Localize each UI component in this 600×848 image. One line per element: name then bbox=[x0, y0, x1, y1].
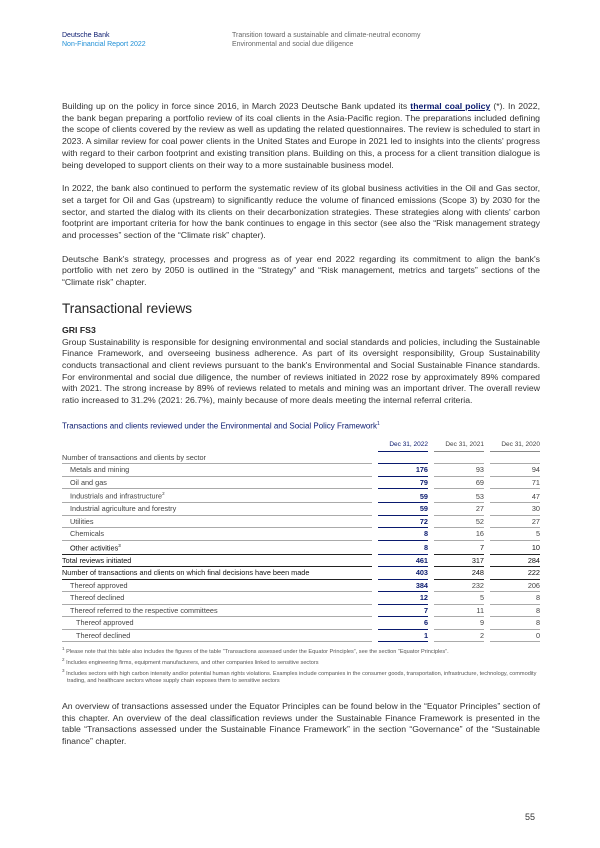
row-label bbox=[62, 567, 372, 580]
row-label bbox=[62, 630, 372, 643]
cell-value bbox=[490, 452, 540, 465]
label-text: Total reviews initiated bbox=[62, 555, 132, 565]
row-label bbox=[62, 555, 372, 568]
cell-value: 52 bbox=[434, 516, 484, 529]
cell-value: 59 bbox=[378, 489, 428, 503]
footnote bbox=[62, 645, 540, 656]
subsection-name: Environmental and social due diligence bbox=[232, 41, 354, 48]
footnote bbox=[62, 656, 540, 667]
label-text: Industrials and infrastructure bbox=[70, 491, 163, 501]
row-label bbox=[62, 452, 372, 465]
cell-value: 0 bbox=[490, 630, 540, 643]
cell-value: 384 bbox=[378, 580, 428, 593]
cell-value: 10 bbox=[490, 541, 540, 555]
cell-value: 79 bbox=[378, 477, 428, 490]
cell-value bbox=[378, 452, 428, 465]
cell-value: 206 bbox=[490, 580, 540, 593]
cell-value: 5 bbox=[490, 528, 540, 541]
column-header: Dec 31, 2022 bbox=[378, 439, 428, 452]
header-right bbox=[232, 31, 420, 49]
cell-value: 8 bbox=[490, 617, 540, 630]
table-header-row bbox=[62, 439, 540, 452]
footnote-number: 2 bbox=[62, 657, 65, 663]
cell-value: 69 bbox=[434, 477, 484, 490]
table-title bbox=[62, 419, 540, 432]
row-label bbox=[62, 592, 372, 605]
table-row bbox=[62, 464, 540, 477]
table-row bbox=[62, 489, 540, 503]
body-content bbox=[62, 101, 540, 760]
section-name: Transition toward a sustainable and climate-neutral economy bbox=[232, 32, 421, 39]
column-header: Dec 31, 2020 bbox=[490, 439, 540, 452]
paragraph-coal-policy bbox=[62, 101, 540, 171]
cell-value: 71 bbox=[490, 477, 540, 490]
cell-value: 94 bbox=[490, 464, 540, 477]
cell-value: 47 bbox=[490, 489, 540, 503]
label-text: Thereof approved bbox=[70, 580, 128, 590]
table-row bbox=[62, 617, 540, 630]
table-row bbox=[62, 630, 540, 643]
cell-value: 222 bbox=[490, 567, 540, 580]
table-row bbox=[62, 503, 540, 516]
label-text: Thereof approved bbox=[76, 618, 134, 628]
row-label bbox=[62, 503, 372, 516]
org-name: Deutsche Bank bbox=[62, 32, 110, 39]
cell-value: 16 bbox=[434, 528, 484, 541]
table-row bbox=[62, 477, 540, 490]
cell-value: 12 bbox=[378, 592, 428, 605]
cell-value: 1 bbox=[378, 630, 428, 643]
table-row bbox=[62, 567, 540, 580]
row-label bbox=[62, 477, 372, 490]
cell-value bbox=[434, 452, 484, 465]
table-row bbox=[62, 541, 540, 555]
cell-value: 11 bbox=[434, 605, 484, 618]
footnote-text: Please note that this table also includes the figures of the table “Transactions assessed under the Equator Principles”, see the section “Equator Principles”. bbox=[66, 649, 449, 656]
table-row bbox=[62, 555, 540, 568]
label-text: Industrial agriculture and forestry bbox=[70, 504, 177, 514]
label-text: Thereof declined bbox=[70, 593, 125, 603]
footnote-number: 1 bbox=[62, 646, 65, 652]
gri-label: GRI FS3 bbox=[62, 324, 96, 335]
label-text: Metals and mining bbox=[70, 465, 130, 475]
text: Building up on the policy in force since 2016, in March 2023 Deutsche Bank updated its bbox=[62, 101, 411, 111]
cell-value: 7 bbox=[378, 605, 428, 618]
cell-value: 6 bbox=[378, 617, 428, 630]
table-row bbox=[62, 592, 540, 605]
title-text: Transactions and clients reviewed under the Environmental and Social Policy Framework bbox=[62, 421, 377, 431]
cell-value: 2 bbox=[434, 630, 484, 643]
label-text: Chemicals bbox=[70, 529, 105, 539]
cell-value: 8 bbox=[490, 605, 540, 618]
label-text: Thereof referred to the respective committees bbox=[70, 605, 218, 615]
row-label bbox=[62, 489, 372, 503]
report-name: Non-Financial Report 2022 bbox=[62, 41, 146, 48]
section-heading: Transactional reviews bbox=[62, 300, 193, 316]
row-label bbox=[62, 464, 372, 477]
cell-value: 248 bbox=[434, 567, 484, 580]
page-number: 55 bbox=[525, 812, 536, 822]
cell-value: 53 bbox=[434, 489, 484, 503]
footnote bbox=[62, 667, 540, 685]
text: (*). In 2022, the bank began preparing a portfolio review of its coal clients in the Asia-Pacific region. The preparations included defining the scope of clients covered by the review as well as updating the related questionnaires. The review is scheduled to start in 2023. A similar review for coal power clients in the United States and Europe in 2021 led to insights into the clients' progress with regard to their carbon footprint and existing transition plans. Building on this, a process for a client transition dialogue is being developed to support clients on their way to a more sustainable business model. bbox=[62, 101, 541, 170]
cell-value: 59 bbox=[378, 503, 428, 516]
row-label bbox=[62, 541, 372, 555]
footnote-ref: 2 bbox=[162, 491, 165, 497]
row-label bbox=[62, 617, 372, 630]
table-row bbox=[62, 605, 540, 618]
cell-value: 5 bbox=[434, 592, 484, 605]
cell-value: 317 bbox=[434, 555, 484, 568]
cell-value: 284 bbox=[490, 555, 540, 568]
footnote-ref: 1 bbox=[376, 420, 380, 427]
cell-value: 93 bbox=[434, 464, 484, 477]
table-row bbox=[62, 452, 540, 465]
footnote-text: Includes engineering firms, equipment manufacturers, and other companies linked to sensitive sectors bbox=[66, 659, 319, 666]
paragraph-oil-gas: In 2022, the bank also continued to perform the systematic review of its global business activities in the Oil and Gas sector, set a target for Oil and Gas (upstream) to significantly reduce the volume of financed emissions (Scope 3) by 2030 for the sector, and started the dialog with its clients on their decarbonization strategies. These strategies along with clients' carbon footprint are important criteria for how the bank continues to engage in this sector (see also the “Risk management strategy and processes” section of the “Climate risk” chapter). bbox=[62, 183, 540, 241]
footnote-number: 3 bbox=[62, 667, 65, 673]
cell-value: 461 bbox=[378, 555, 428, 568]
label-text: Other activities bbox=[70, 543, 119, 553]
footnote-ref: 3 bbox=[118, 542, 121, 548]
footnotes bbox=[62, 645, 540, 685]
paragraph-group-sustainability: Group Sustainability is responsible for designing environmental and social standards and policies, including the Sustainable Finance Framework, and overseeing business adherence. As part of its oversight responsibility, Group Sustainability conducts transactional and client reviews pursuant to the bank's Environmental and Social Sustainable Finance standards. For environmental and social due diligence, the number of reviews initiated in 2022 rose by approximately 89% compared with 2021. The strong increase by 89% of reviews related to metals and mining was an important driver. The overall review ratio increased to 31.2% (2021: 26.7%), mainly because of more deals meeting the internal referral criteria. bbox=[62, 336, 540, 406]
label-text: Utilities bbox=[70, 516, 94, 526]
paragraph-overview: An overview of transactions assessed under the Equator Principles can be found below in the “Equator Principles” section of this chapter. An overview of the deal classification reviews under the Sustainable Finance Framework is presented in the table “Transactions assessed under the Sustainable Finance Framework” in the section “Governance” of the “Sustainable finance” chapter. bbox=[62, 700, 540, 746]
reviews-table bbox=[56, 439, 546, 642]
cell-value: 8 bbox=[378, 541, 428, 555]
table-row bbox=[62, 528, 540, 541]
table-row bbox=[62, 516, 540, 529]
paragraph-strategy: Deutsche Bank's strategy, processes and progress as of year end 2022 regarding its commitment to align the bank's portfolio with net zero by 2050 is outlined in the “Strategy” and “Risk management, metrics and targets” sections of the “Climate risk” chapter. bbox=[62, 253, 540, 288]
cell-value: 27 bbox=[434, 503, 484, 516]
cell-value: 9 bbox=[434, 617, 484, 630]
row-label bbox=[62, 516, 372, 529]
cell-value: 8 bbox=[378, 528, 428, 541]
cell-value: 30 bbox=[490, 503, 540, 516]
row-label bbox=[62, 605, 372, 618]
cell-value: 7 bbox=[434, 541, 484, 555]
table-row bbox=[62, 580, 540, 593]
row-label bbox=[62, 528, 372, 541]
label-text: Oil and gas bbox=[70, 477, 107, 487]
label-text: Number of transactions and clients on which final decisions have been made bbox=[62, 568, 310, 578]
cell-value: 232 bbox=[434, 580, 484, 593]
row-label bbox=[62, 580, 372, 593]
label-text: Thereof declined bbox=[76, 630, 131, 640]
cell-value: 403 bbox=[378, 567, 428, 580]
label-text: Number of transactions and clients by sector bbox=[62, 452, 206, 462]
cell-value: 72 bbox=[378, 516, 428, 529]
cell-value: 176 bbox=[378, 464, 428, 477]
cell-value: 8 bbox=[490, 592, 540, 605]
column-header: Dec 31, 2021 bbox=[434, 439, 484, 452]
thermal-coal-policy-link[interactable]: thermal coal policy bbox=[410, 101, 491, 111]
header-left bbox=[62, 31, 146, 49]
footnote-text: Includes sectors with high carbon intensity and/or potential human rights violations. Examples include companies in the consumer goods, transportation, infrastructure, technology, commodity trading, and healthcare sectors whose supply chain exposes them to sensitive sectors bbox=[66, 670, 537, 684]
cell-value: 27 bbox=[490, 516, 540, 529]
